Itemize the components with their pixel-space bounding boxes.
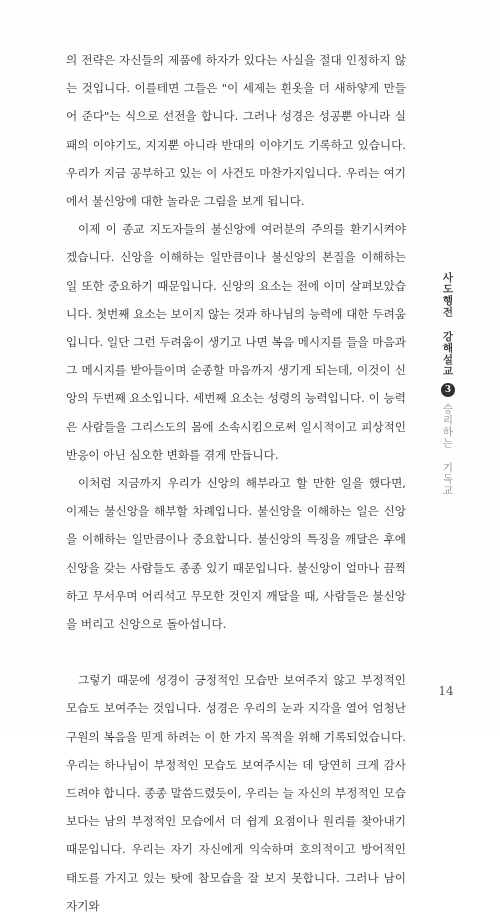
- paragraph-2: 이제 이 종교 지도자들의 불신앙에 여러분의 주의를 환기시켜야겠습니다. 신앙을 이해하는 일만큼이나 불신앙의 본질을 이해하는 일 또한 중요하기 때문입니다. 신앙의 요소는 전에 이미 살펴보았습니다. 첫번째 요소는 보이지 않는 것과 하나님의 능력에 대한 두려움입니다. 일단 그런 두려움이 생기고 나면 복음 메시지를 들을 마음과 그 메시지를 받아들이며 순종할 마음까지 생기게 되는데, 이것이 신앙의 두번째 요소입니다. 세번째 요소는 성령의 능력입니다. 이 능력은 사람들을 그리스도의 몸에 소속시킴으로써 일시적이고 피상적인 반응이 아닌 심오한 변화를 겪게 만듭니다.: [66, 222, 406, 462]
- page-number: 14: [438, 684, 454, 698]
- volume-title: 승리하는 기독교: [441, 403, 454, 497]
- paragraph-1: 의 전략은 자신들의 제품에 하자가 있다는 사실을 절대 인정하지 않는 것입니다. 이를테면 그들은 "이 세제는 흰옷을 더 새하얗게 만들어 준다"는 식으로 선전을 합니다. 그러나 성경은 성공뿐 아니라 실패의 이야기도, 지지뿐 아니라 반대의 이야기도 기록하고 있습니다. 우리가 지금 공부하고 있는 이 사건도 마찬가지입니다. 우리는 여기에서 불신앙에 대한 놀라운 그림을 보게 됩니다.: [66, 53, 406, 209]
- running-header: [438, 272, 458, 497]
- volume-badge: 3: [441, 383, 455, 397]
- paragraph-3: 이처럼 지금까지 우리가 신앙의 해부라고 할 만한 일을 했다면, 이제는 불신앙을 해부할 차례입니다. 불신앙을 이해하는 일은 신앙을 이해하는 일만큼이나 중요합니다. 불신앙의 특징을 깨달은 후에 신앙을 갖는 사람들도 종종 있기 때문입니다. 불신앙이 얼마나 끔찍하고 무서우며 어리석고 무모한 것인지 깨달을 때, 사람들은 불신앙을 버리고 신앙으로 돌아섭니다.: [66, 476, 406, 632]
- paragraph-4: 그렇기 때문에 성경이 긍정적인 모습만 보여주지 않고 부정적인 모습도 보여주는 것입니다. 성경은 우리의 눈과 지각을 열어 엄청난 구원의 복음을 믿게 하려는 이 한 가지 목적을 위해 기록되었습니다. 우리는 하나님이 부정적인 모습도 보여주시는 데 당연히 크게 감사드려야 합니다. 종종 말씀드렸듯이, 우리는 늘 자신의 부정적인 모습보다는 남의 부정적인 모습에서 더 쉽게 요점이나 원리를 찾아내기 때문입니다. 우리는 자기 자신에게 익숙하며 호의적이고 방어적인 태도를 가지고 있는 탓에 참모습을 잘 보지 못합니다. 그러나 남이 자기와: [66, 673, 406, 913]
- body-text: [66, 46, 406, 920]
- series-title: 사도행전 강해설교: [441, 272, 454, 377]
